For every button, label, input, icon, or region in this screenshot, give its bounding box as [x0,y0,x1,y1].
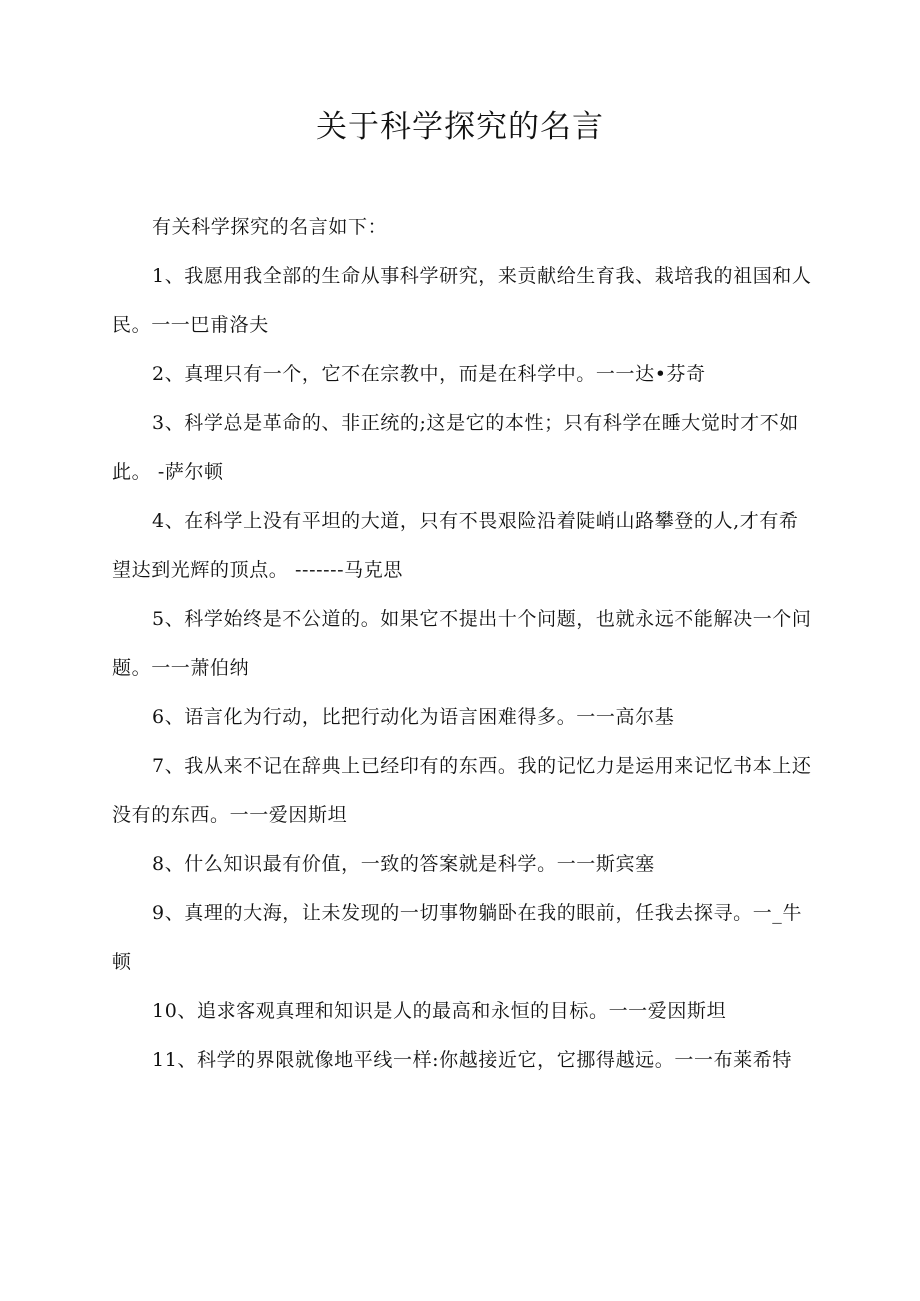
quote-paragraph: 4、在科学上没有平坦的大道，只有不畏艰险沿着陡峭山路攀登的人,才有希望达到光辉的顶点。 -------马克思 [112,510,799,581]
quote-paragraph: 5、科学始终是不公道的。如果它不提出十个问题，也就永远不能解决一个问题。一一萧伯纳 [112,608,812,679]
quote-paragraph: 11、科学的界限就像地平线一样:你越接近它，它挪得越远。一一布莱希特 [152,1049,792,1071]
quote-paragraph: 8、什么知识最有价值，一致的答案就是科学。一一斯宾塞 [152,853,655,875]
page-title: 关于科学探究的名言 [316,109,604,145]
document-body [112,203,812,1085]
quote-paragraph: 3、科学总是革命的、非正统的;这是它的本性；只有科学在睡大觉时才不如此。 -萨尔顿 [112,412,799,483]
quote-paragraph: 6、语言化为行动，比把行动化为语言困难得多。一一高尔基 [152,706,675,728]
quote-paragraph: 2、真理只有一个，它不在宗教中，而是在科学中。一一达•芬奇 [152,363,706,385]
intro-paragraph: 有关科学探究的名言如下： [152,216,388,238]
quote-paragraph: 9、真理的大海，让未发现的一切事物躺卧在我的眼前，任我去探寻。一_牛顿 [112,902,802,973]
quote-paragraph: 7、我从来不记在辞典上已经印有的东西。我的记忆力是运用来记忆书本上还没有的东西。一一爱因斯坦 [112,755,812,826]
quote-paragraph: 10、追求客观真理和知识是人的最高和永恒的目标。一一爱因斯坦 [152,1000,727,1022]
quote-paragraph: 1、我愿用我全部的生命从事科学研究，来贡献给生育我、栽培我的祖国和人民。一一巴甫洛夫 [112,265,812,336]
